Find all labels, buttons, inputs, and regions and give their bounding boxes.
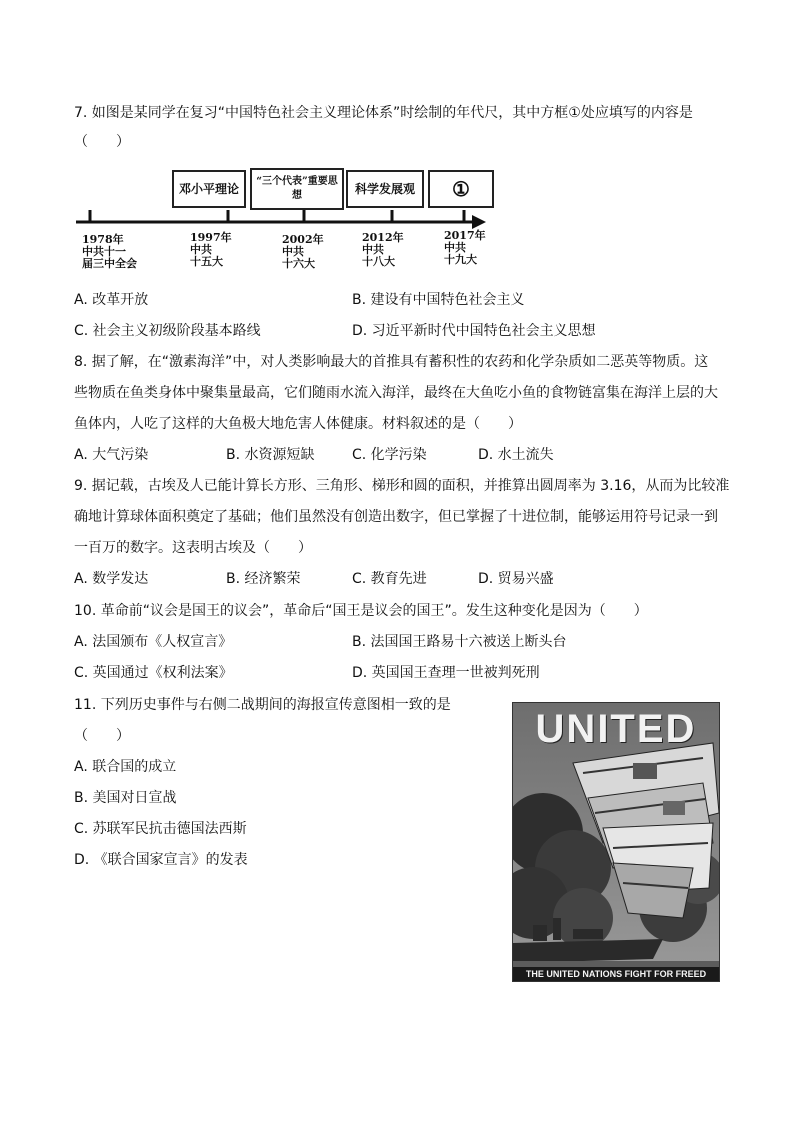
poster-caption: THE UNITED NATIONS FIGHT FOR FREED xyxy=(525,969,707,979)
q8-option-d[interactable]: D. 水土流失 xyxy=(478,447,554,463)
q10-stem-line1: 10. 革命前“议会是国王的议会”，革命后“国王是议会的国王”。发生这种变化是因为（ ） xyxy=(74,603,648,619)
q10-option-a[interactable]: A. 法国颁布《人权宣言》 xyxy=(74,634,233,650)
timeline-label-2002: 2002年 中共 十六大 xyxy=(282,233,324,270)
timeline-box-scientific: 科学发展观 xyxy=(346,170,424,208)
q9-option-d[interactable]: D. 贸易兴盛 xyxy=(478,571,554,587)
timeline-box-three-represents: “三个代表”重要思想 xyxy=(250,168,344,210)
q8-stem-line3: 鱼体内，人吃了这样的大鱼极大地危害人体健康。材料叙述的是（ ） xyxy=(74,416,522,432)
q7-option-d[interactable]: D. 习近平新时代中国特色社会主义思想 xyxy=(352,323,596,339)
q8-option-c[interactable]: C. 化学污染 xyxy=(352,447,427,463)
q8-option-a[interactable]: A. 大气污染 xyxy=(74,447,149,463)
q7-option-a[interactable]: A. 改革开放 xyxy=(74,292,149,308)
q7-stem-line2: （ ） xyxy=(74,134,130,150)
q11-option-d[interactable]: D. 《联合国家宣言》的发表 xyxy=(74,852,248,868)
q7-timeline xyxy=(70,160,490,280)
q8-stem-line2: 些物质在鱼类身体中聚集量最高，它们随雨水流入海洋，最终在大鱼吃小鱼的食物链富集在海洋上层的大 xyxy=(74,385,718,401)
timeline-label-2017: 2017年 中共 十九大 xyxy=(444,229,486,266)
q9-stem-line3: 一百万的数字。这表明古埃及（ ） xyxy=(74,540,312,556)
q11-option-c[interactable]: C. 苏联军民抗击德国法西斯 xyxy=(74,821,247,837)
q10-option-b[interactable]: B. 法国国王路易十六被送上断头台 xyxy=(352,634,567,650)
q7-stem-line1: 7. 如图是某同学在复习“中国特色社会主义理论体系”时绘制的年代尺，其中方框①处应填写的内容是 xyxy=(74,105,693,121)
poster-headline: UNITED xyxy=(535,707,697,751)
q8-option-b[interactable]: B. 水资源短缺 xyxy=(226,447,315,463)
timeline-box-deng: 邓小平理论 xyxy=(172,170,246,208)
timeline-label-1997: 1997年 中共 十五大 xyxy=(190,231,232,268)
q9-option-b[interactable]: B. 经济繁荣 xyxy=(226,571,301,587)
q9-stem-line2: 确地计算球体面积奠定了基础；他们虽然没有创造出数字，但已掌握了十进位制，能够运用符号记录一到 xyxy=(74,509,718,525)
timeline-label-2012: 2012年 中共 十八大 xyxy=(362,231,404,268)
q10-option-c[interactable]: C. 英国通过《权利法案》 xyxy=(74,665,233,681)
q8-stem-line1: 8. 据了解，在“激素海洋”中，对人类影响最大的首推具有蓄积性的农药和化学杂质如二恶英等物质。这 xyxy=(74,354,709,370)
q9-stem-line1: 9. 据记载，古埃及人已能计算长方形、三角形、梯形和圆的面积，并推算出圆周率为 3.16，从而为比较准 xyxy=(74,478,730,494)
q10-option-d[interactable]: D. 英国国王查理一世被判死刑 xyxy=(352,665,540,681)
timeline-box-blank: ① xyxy=(428,170,494,208)
timeline-label-1978: 1978年 中共十一 届三中全会 xyxy=(82,233,137,270)
q7-option-b[interactable]: B. 建设有中国特色社会主义 xyxy=(352,292,525,308)
ww2-poster-image xyxy=(512,702,720,982)
q9-option-c[interactable]: C. 教育先进 xyxy=(352,571,427,587)
q11-stem-line2: （ ） xyxy=(74,728,130,744)
q7-option-c[interactable]: C. 社会主义初级阶段基本路线 xyxy=(74,323,261,339)
q11-option-a[interactable]: A. 联合国的成立 xyxy=(74,759,177,775)
q11-stem-line1: 11. 下列历史事件与右侧二战期间的海报宣传意图相一致的是 xyxy=(74,697,451,713)
q11-option-b[interactable]: B. 美国对日宣战 xyxy=(74,790,177,806)
q9-option-a[interactable]: A. 数学发达 xyxy=(74,571,149,587)
